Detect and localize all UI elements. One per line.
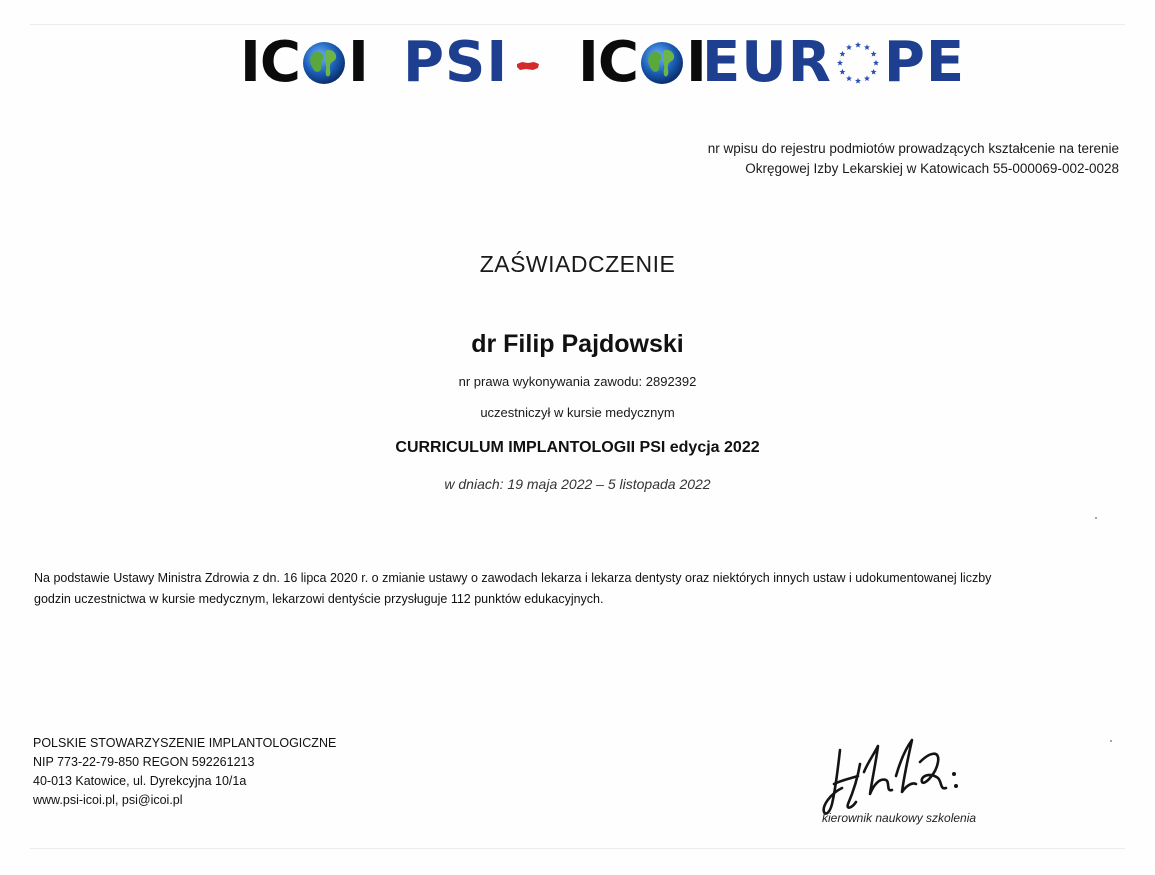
globe-icon — [639, 40, 685, 86]
organization-address: 40-013 Katowice, ul. Dyrekcyjna 10/1a — [33, 774, 247, 788]
psi-logo-text: PSI — [403, 30, 509, 95]
license-number: nr prawa wykonywania zawodu: 2892392 — [458, 374, 697, 389]
certificate-title: ZAŚWIADCZENIE — [479, 251, 676, 277]
legal-basis — [34, 568, 1129, 610]
eu-star — [846, 44, 852, 50]
organization-contact: www.psi-icoi.pl, psi@icoi.pl — [33, 793, 183, 807]
poland-map-icon — [516, 61, 540, 71]
eu-star — [855, 42, 861, 48]
eu-stars-icon — [834, 39, 882, 87]
globe-icon — [301, 40, 347, 86]
registry-line-2: Okręgowej Izby Lekarskiej w Katowicach 55-000069-002-0028 — [745, 161, 1119, 176]
eu-star — [846, 75, 852, 81]
paper-speck — [1095, 517, 1097, 519]
organization-ids: NIP 773-22-79-850 REGON 592261213 — [33, 755, 255, 769]
course-dates: w dniach: 19 maja 2022 – 5 listopada 2022 — [444, 476, 711, 492]
eu-star — [873, 60, 879, 66]
signature-caption: kierownik naukowy szkolenia — [822, 811, 977, 825]
registry-line-1: nr wpisu do rejestru podmiotów prowadzących kształcenie na terenie — [707, 141, 1119, 156]
eu-star — [864, 75, 870, 81]
eu-star — [839, 51, 845, 57]
icoi-europe-logo-mark: IC I — [578, 30, 706, 95]
paper-speck — [1110, 740, 1112, 742]
psi-logo — [403, 30, 540, 95]
europe-logo: EUR PE — [702, 30, 966, 95]
bottom-divider — [30, 848, 1125, 849]
eu-star — [855, 78, 861, 84]
eu-star — [870, 51, 876, 57]
top-divider — [30, 24, 1125, 25]
signature — [812, 732, 982, 822]
course-name: CURRICULUM IMPLANTOLOGII PSI edycja 2022 — [395, 439, 760, 456]
eu-star — [839, 69, 845, 75]
participation-text: uczestniczył w kursie medycznym — [480, 405, 675, 420]
eu-star — [870, 69, 876, 75]
eu-star — [837, 60, 843, 66]
legal-line-2: godzin uczestnictwa w kursie medycznym, lekarzowi dentyście przysługuje 112 punktów edukacyjnych. — [34, 592, 604, 606]
organization-info — [33, 734, 433, 810]
legal-line-1: Na podstawie Ustawy Ministra Zdrowia z dn. 16 lipca 2020 r. o zmianie ustawy o zawodach lekarza i lekarza dentysty oraz niektórych innych ustaw i udokumentowanej liczby — [34, 571, 992, 585]
registry-notice — [559, 139, 1119, 179]
recipient-name: dr Filip Pajdowski — [471, 330, 684, 358]
icoi-logo: IC I — [240, 30, 368, 95]
eu-star — [864, 44, 870, 50]
organization-name: POLSKIE STOWARZYSZENIE IMPLANTOLOGICZNE — [33, 736, 337, 750]
